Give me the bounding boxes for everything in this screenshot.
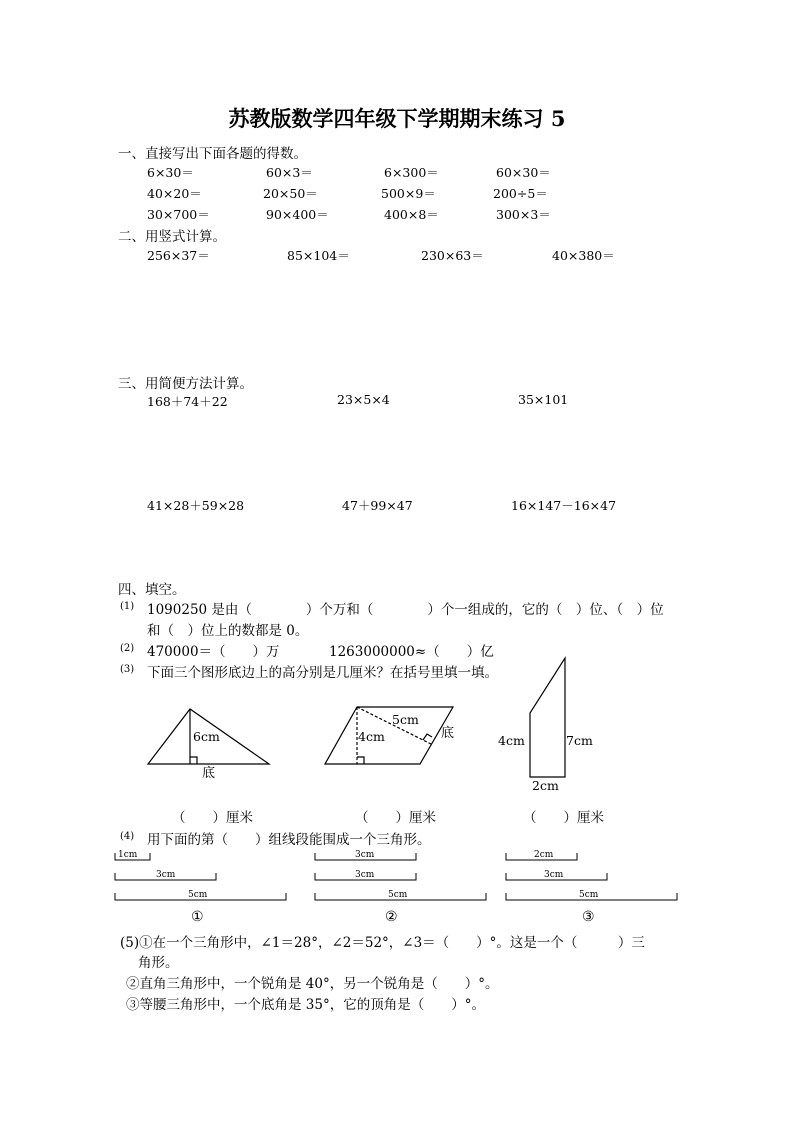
answer-blank: （ ）厘米 xyxy=(355,810,436,826)
question-number: (1) xyxy=(120,601,135,612)
question-5-line-3: ③等腰三角形中，一个底角是 35°，它的顶角是（ ）°。 xyxy=(126,997,485,1013)
question-number: (4) xyxy=(120,831,135,842)
figure-label: 6cm xyxy=(193,729,220,744)
segment-label: 2cm xyxy=(534,850,554,860)
figure-label: 底 xyxy=(441,726,455,741)
segment-label: 5cm xyxy=(188,890,208,900)
figure-label: 4cm xyxy=(358,729,385,744)
simplify-calc-item: 23×5×4 xyxy=(337,392,390,407)
question-2-part-a: 470000＝（ ）万 xyxy=(147,644,280,660)
page-title: 苏教版数学四年级下学期期末练习 5 xyxy=(228,106,566,131)
vertical-calc-item: 230×63＝ xyxy=(421,248,484,263)
question-5-line-1: (5)①在一个三角形中，∠1＝28°，∠2＝52°，∠3＝（ ）°。这是一个（ ）三 xyxy=(120,935,645,951)
figure-label: 5cm xyxy=(392,712,419,727)
oral-calc-item: 200÷5＝ xyxy=(493,186,548,201)
simplify-calc-item: 41×28＋59×28 xyxy=(147,498,245,513)
simplify-calc-item: 168＋74＋22 xyxy=(147,394,228,409)
segment-label: 3cm xyxy=(355,850,375,860)
section-4-heading: 四、填空。 xyxy=(118,582,186,598)
oral-calc-item: 60×3＝ xyxy=(266,165,313,180)
simplify-calc-item: 16×147－16×47 xyxy=(511,498,617,513)
segment-label: 5cm xyxy=(579,890,599,900)
oral-calc-item: 30×700＝ xyxy=(147,207,210,222)
figure-label: 4cm xyxy=(498,733,525,748)
segment-label: 3cm xyxy=(355,870,375,880)
figure-label: 2cm xyxy=(532,778,559,793)
figure-label: 7cm xyxy=(566,733,593,748)
oral-calc-item: 20×50＝ xyxy=(263,186,318,201)
oral-calc-item: 500×9＝ xyxy=(381,186,436,201)
oral-calc-item: 6×30＝ xyxy=(147,165,194,180)
answer-blank: （ ）厘米 xyxy=(523,810,604,826)
question-5-line-1-cont: 角形。 xyxy=(138,955,179,971)
question-4-text: 用下面的第（ ）组线段能围成一个三角形。 xyxy=(147,832,431,848)
question-2-part-b: 1263000000≈（ ）亿 xyxy=(329,644,494,660)
simplify-calc-item: 47＋99×47 xyxy=(342,498,413,513)
section-1-heading: 一、直接写出下面各题的得数。 xyxy=(118,146,307,162)
question-1-text: 1090250 是由（ ）个万和（ ）个一组成的，它的（ ）位、（ ）位 xyxy=(147,602,664,618)
question-3-text: 下面三个图形底边上的高分别是几厘米？在括号里填一填。 xyxy=(147,665,498,681)
question-1-text-cont: 和（ ）位上的数都是 0。 xyxy=(147,623,309,639)
question-5-line-2: ②直角三角形中，一个锐角是 40°，另一个锐角是（ ）°。 xyxy=(126,976,499,992)
answer-blank: （ ）厘米 xyxy=(172,810,253,826)
oral-calc-item: 90×400＝ xyxy=(266,207,329,222)
group-label: ② xyxy=(385,909,398,925)
group-label: ① xyxy=(191,909,204,925)
section-2-heading: 二、用竖式计算。 xyxy=(118,229,226,245)
simplify-calc-item: 35×101 xyxy=(518,392,569,407)
vertical-calc-item: 85×104＝ xyxy=(287,248,350,263)
oral-calc-item: 60×30＝ xyxy=(496,165,551,180)
oral-calc-item: 300×3＝ xyxy=(496,207,551,222)
segment-label: 3cm xyxy=(544,870,564,880)
question-number: (2) xyxy=(120,643,135,654)
question-number: (3) xyxy=(120,664,135,675)
vertical-calc-item: 40×380＝ xyxy=(552,248,615,263)
oral-calc-item: 400×8＝ xyxy=(384,207,439,222)
oral-calc-item: 40×20＝ xyxy=(147,186,202,201)
segment-label: 1cm xyxy=(118,850,138,860)
vertical-calc-item: 256×37＝ xyxy=(147,248,210,263)
segment-label: 5cm xyxy=(388,890,408,900)
group-label: ③ xyxy=(582,909,595,925)
oral-calc-item: 6×300＝ xyxy=(384,165,439,180)
section-3-heading: 三、用简便方法计算。 xyxy=(118,376,253,392)
segment-label: 3cm xyxy=(156,870,176,880)
figure-label: 底 xyxy=(202,766,216,781)
